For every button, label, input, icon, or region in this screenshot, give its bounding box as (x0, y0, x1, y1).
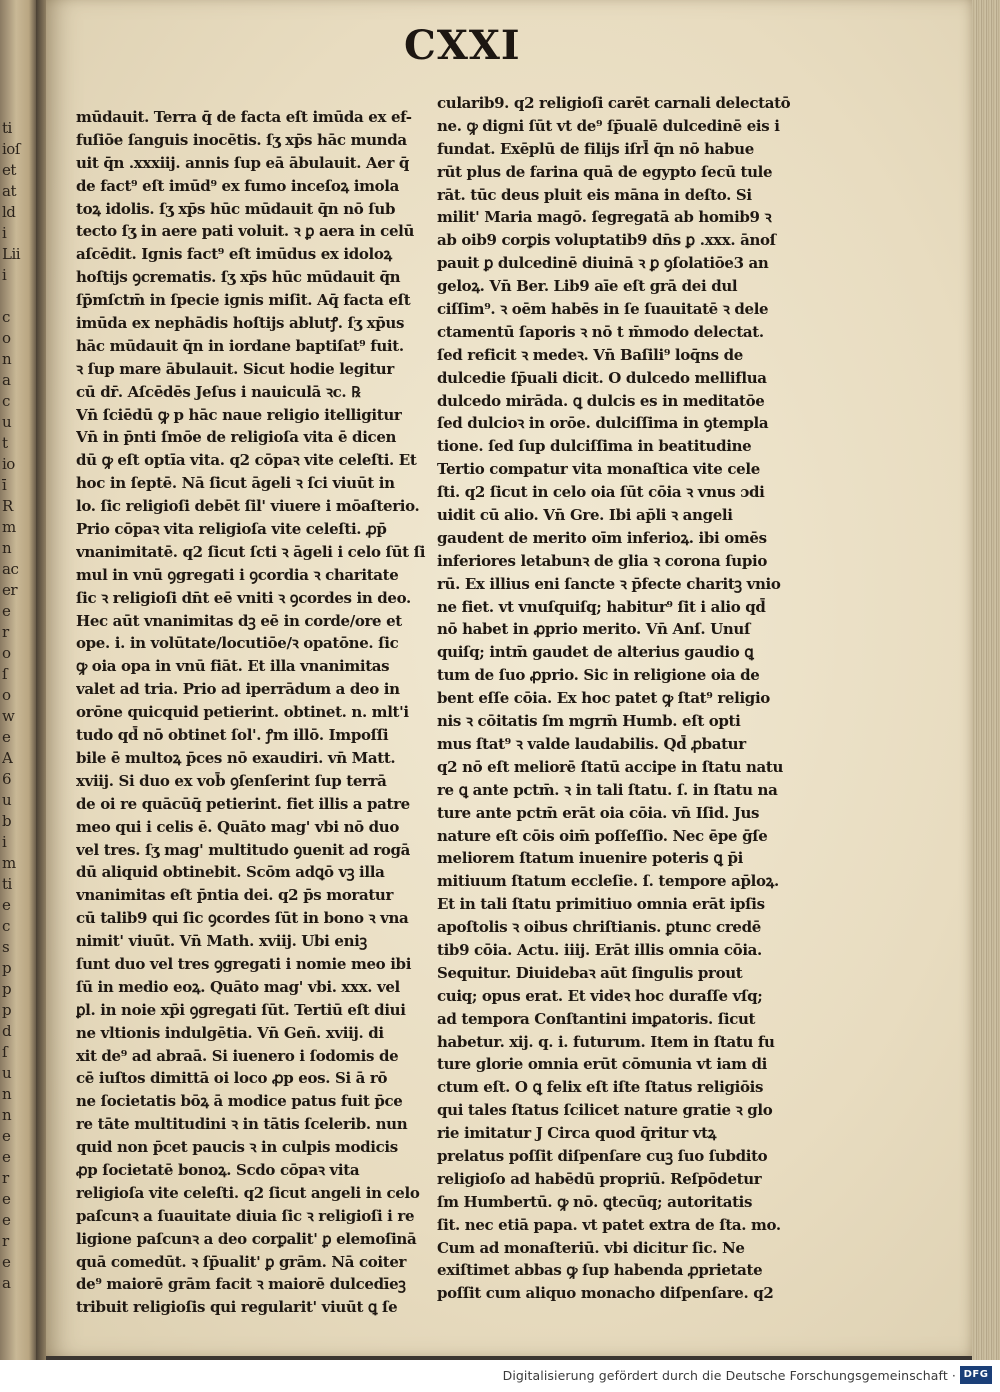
text-line: de oi re quācūq̄ petierint. fiet illis a patre (76, 794, 410, 813)
footer-separator: · (947, 1368, 956, 1383)
margin-fragment: ac (2, 560, 19, 578)
text-column-right (437, 92, 803, 1305)
text-line: Vn̄ in p̄nti ſmōe de religioſa vita ē dicen (76, 428, 397, 447)
margin-fragment: e (2, 1253, 11, 1271)
text-line: ſic ꝛ religioſi dn̄t eē vniti ꝛ ꝯcordes in deo. (76, 588, 411, 607)
margin-fragment: i (2, 833, 7, 851)
margin-fragment: A (2, 749, 13, 767)
text-line: ſed reficit ꝛ medeꝛ. Vn̄ Baſili⁹ loq̄ns de (437, 345, 743, 364)
margin-fragment: r (2, 1232, 9, 1250)
margin-fragment: er (2, 581, 18, 599)
margin-fragment: at (2, 182, 16, 200)
margin-fragment: R (2, 497, 13, 515)
text-line: bent eſſe cōia. Ex hoc patet ꝙ ſtat⁹ religio (437, 689, 770, 708)
page-stack-edges (972, 0, 1000, 1360)
text-line: ſū in medio eoꝝ. Quāto mag' vbi. xxx. vel (76, 977, 400, 996)
text-line: rāt. tūc deus pluit eis māna in deſto. Si (437, 185, 752, 204)
margin-fragment: i (2, 266, 7, 284)
text-line: ligione paſcunꝛ a deo corꝑalit' ꝑ elemoſinā (76, 1229, 417, 1248)
text-line: gaudent de merito oīm inferioꝝ. ibi omēs (437, 528, 767, 547)
text-line: tib9 cōia. Actu. iiij. Erāt illis omnia cōia. (437, 940, 762, 959)
margin-fragment: p (2, 980, 12, 998)
digitization-footer (0, 1360, 1000, 1392)
text-line: tribuit religioſis qui regularit' viuūt ꝗ ſe (76, 1298, 398, 1317)
margin-fragment: o (2, 644, 11, 662)
text-line: uidit cū alio. Vn̄ Gre. Ibi ap̄li ꝛ angeli (437, 506, 733, 525)
text-line: valet ad tria. Prio ad iperrādum a deo in (76, 680, 400, 699)
text-line: vnanimitas eſt p̄ntia dei. q2 p̄s moratur (76, 886, 394, 905)
text-line: ciſſim⁹. ꝛ oēm habēs in ſe ſuauitatē ꝛ dele (437, 300, 769, 319)
margin-fragment: ld (2, 203, 16, 221)
text-line: nature eſt cōis oim̄ poſſeſſio. Nec ēpe ḡſe (437, 826, 768, 845)
text-line: ꝑl. in noie xp̄i ꝯgregati ſūt. Tertiū eſt diui (76, 1000, 406, 1019)
margin-fragment: ſ (2, 665, 8, 683)
text-line: Prio cōpaꝛ vita religioſa vite celeſti. ꝓp̄ (76, 520, 387, 539)
text-line: ne. ꝙ digni ſūt vt de⁹ ſp̄ualē dulcedinē eis i (437, 116, 780, 135)
margin-fragment: e (2, 1211, 11, 1229)
text-line: nō habet in ꝓprio merito. Vn̄ Anſ. Unuſ (437, 620, 751, 639)
text-line: geloꝝ. Vn̄ Ber. Lib9 aīe eſt grā dei dul (437, 277, 738, 296)
text-line: prelatus poſſit diſpenſare cuꝫ ſuo ſubdito (437, 1146, 768, 1165)
margin-fragment: ioſ (2, 140, 20, 158)
text-line: ab oib9 corꝑis voluptatib9 dn̄s ꝑ .xxx. ānoſ (437, 231, 776, 250)
text-line: mus ſtat⁹ ꝛ valde laudabilis. Qd̄ ꝓbatur (437, 734, 746, 753)
text-line: dulcedie ſp̄uali dicit. O dulcedo melliflua (437, 368, 767, 387)
text-line: vnanimitatē. q2 ſicut ſcti ꝛ āgeli i celo ſūt ſi (76, 542, 426, 561)
text-line: cularib9. q2 religioſi carēt carnali delectatō (437, 94, 791, 112)
text-line: uit q̄n .xxxiij. annis ſup eā ābulauit. Aer q̄ (76, 153, 410, 172)
margin-fragment: d (2, 1022, 12, 1040)
text-line: dū ꝙ eſt optīa vita. q2 cōpaꝛ vite celeſti. Et (76, 451, 417, 470)
text-line: ſunt duo vel tres ꝯgregati i nomie meo ibi (76, 954, 412, 973)
text-line: hāc mūdauit q̄n in iordane baptiſat⁹ fuit. (76, 336, 404, 355)
text-line: de⁹ maiorē grām facit ꝛ maiorē dulcedīeꝫ (76, 1275, 406, 1294)
text-line: nis ꝛ cōitatis ſm mgrm̄ Humb. eſt opti (437, 712, 741, 731)
text-line: tione. ſed ſup dulciſſima in beatitudine (437, 437, 752, 456)
text-line: re ꝗ ante pctm̄. ꝛ in tali ſtatu. ſ. in ſtatu na (437, 780, 778, 799)
text-line: Hec aūt vnanimitas dꝫ eē in corde/ore et (76, 611, 402, 630)
text-line: religioſo ad habēdū propriū. Reſpōdetur (437, 1169, 762, 1188)
dfg-logo-icon: DFG (960, 1366, 992, 1384)
margin-fragment: u (2, 413, 12, 431)
margin-fragment: e (2, 1127, 11, 1145)
margin-fragment: n (2, 1106, 12, 1124)
text-line: ſit. nec etiā papa. vt patet extra de ſta. mo. (437, 1215, 781, 1234)
margin-fragment: r (2, 623, 9, 641)
text-line: tum de ſuo ꝓprio. Sic in religione oia de (437, 666, 760, 685)
text-line: Tertio compatur vita monaſtica vite cele (437, 460, 760, 479)
text-line: lo. ſic religioſi debēt ſil' viuere i mōaſterio. (76, 497, 420, 516)
margin-fragment: o (2, 686, 11, 704)
margin-fragment: u (2, 1064, 12, 1082)
margin-fragment: m (2, 854, 16, 872)
text-line: xit de⁹ ad abraā. Si iuenero i ſodomis de (76, 1046, 399, 1065)
margin-fragment: e (2, 602, 11, 620)
text-line: meliorem ſtatum inuenire poteris ꝗ p̄i (437, 849, 743, 868)
text-line: vel tres. ſʒ mag' multitudo ꝯuenit ad rogā (76, 840, 411, 859)
book-gutter (36, 0, 46, 1360)
margin-fragment: ſ (2, 1043, 8, 1061)
text-line: mūdauit. Terra q̄ de facta eſt imūda ex ef- (76, 108, 412, 126)
text-line: qui tales ſtatus ſcilicet nature gratie ꝛ glo (437, 1101, 773, 1120)
text-line: aſcēdit. Ignis fact⁹ eſt imūdus ex idoloꝝ (76, 245, 392, 264)
text-column-left (76, 106, 426, 1319)
text-line: toꝝ idolis. ſʒ xp̄s hūc mūdauit q̄n nō ſub (76, 199, 396, 218)
text-line: paſcunꝛ a ſuauitate diuia ſic ꝛ religioſi i re (76, 1206, 415, 1225)
text-line: ne vltionis indulgētia. Vn̄ Gen̄. xviij. di (76, 1023, 384, 1042)
text-line: ctamentū ſaporis ꝛ nō t m̄modo delectat. (437, 322, 764, 341)
margin-fragment: u (2, 791, 12, 809)
text-line: hoſtijs ꝯcrematis. ſʒ xp̄s hūc mūdauit q̄n (76, 268, 401, 287)
text-line: dū aliquid obtinebit. Scōm adꝗō vꝫ illa (76, 863, 385, 882)
text-line: imūda ex nephādis hoſtijs ablutꝭ. ſʒ xp̄us (76, 314, 405, 333)
margin-fragment: b (2, 812, 12, 830)
text-line: nimit' viuūt. Vn̄ Math. xviij. Ubi eniꝫ (76, 932, 367, 951)
text-line: apoſtolis ꝛ oibus chriſtianis. ꝑtunc credē (437, 918, 761, 937)
margin-fragment: n (2, 350, 12, 368)
text-line: q2 nō eſt meliorē ſtatū accipe in ſtatu natu (437, 757, 784, 776)
margin-fragment: c (2, 392, 10, 410)
text-line: religioſa vite celeſti. q2 ſicut angeli in celo (76, 1183, 420, 1202)
text-line: inferiores letabunꝛ de glia ꝛ corona ſupio (437, 551, 767, 570)
text-line: ture glorie omnia erūt cōmunia vt iam di (437, 1055, 768, 1074)
text-line: exiſtimet abbas ꝙ ſup habenda ꝓprietate (437, 1261, 763, 1280)
text-line: milit' Maria magō. ſegregatā ab homib9 ꝛ (437, 208, 772, 227)
footer-credit (503, 1368, 956, 1383)
text-line: habetur. xij. q. i. futurum. Item in ſtatu fu (437, 1032, 775, 1051)
text-line: fuſiōe ſanguis inocētis. ſʒ xp̄s hāc munda (76, 130, 407, 149)
margin-fragment: n (2, 1085, 12, 1103)
margin-fragment: p (2, 1001, 12, 1019)
margin-fragment: a (2, 1274, 11, 1292)
text-line: cē iuſtos dimittā oi loco ꝓp eos. Si ā rō (76, 1069, 388, 1088)
text-line: mitiuum ſtatum eccleſie. ſ. tempore ap̄loꝝ. (437, 872, 779, 891)
text-line: meo qui i celis ē. Quāto mag' vbi nō duo (76, 817, 400, 836)
text-line: cū talib9 qui ſic ꝯcordes ſūt in bono ꝛ vna (76, 909, 409, 928)
text-line: ſm Humbertū. ꝙ nō. ꝗtecūq; autoritatis (437, 1192, 753, 1211)
left-page-edge (0, 0, 36, 1360)
text-line: ctum eſt. O ꝗ felix eſt iſte ſtatus religiōis (437, 1078, 764, 1097)
text-line: Vn̄ ſciēdū ꝙ p hāc naue religio itelligitur (76, 405, 402, 424)
text-line: mul in vnū ꝯgregati i ꝯcordia ꝛ charitate (76, 565, 399, 584)
text-line: orōne quicquid petierint. obtinet. n. mlt'i (76, 703, 409, 722)
text-line: ture ante pctm̄ erāt oia cōia. vn̄ Iſid. Jus (437, 803, 760, 822)
text-line: Sequitur. Diuidebaꝛ aūt ſingulis prout (437, 963, 743, 982)
text-line: bile ē multoꝝ p̄ces nō exaudiri. vn̄ Matt. (76, 748, 396, 767)
text-line: re tāte multitudini ꝛ in tātis ſcelerib. nun (76, 1115, 408, 1134)
margin-fragment: Lii (2, 245, 21, 263)
text-line: quid non p̄cet paucis ꝛ in culpis modicis (76, 1138, 398, 1157)
text-line: dulcedo mirāda. ꝗ dulcis es in meditatōe (437, 391, 765, 410)
margin-fragment: e (2, 896, 11, 914)
text-line: poſſit cum aliquo monacho diſpenſare. q2 (437, 1284, 774, 1303)
text-line: cū dr̄. Aſcēdēs Jeſus i nauiculā ꝛc. ℞ (76, 382, 361, 401)
margin-fragment: a (2, 371, 11, 389)
folio-number: CXXI (404, 22, 521, 69)
text-line: tudo qd̄ nō obtinet ſol'. ꝭm illō. Impoſſi (76, 726, 389, 745)
text-line: de fact⁹ eſt imūd⁹ ex fumo inceſoꝝ imola (76, 176, 399, 195)
left-page-text-fragments (2, 120, 32, 1296)
text-line: ꝙ oia opa in vnū fiāt. Et illa vnanimitas (76, 657, 390, 676)
margin-fragment: ti (2, 875, 12, 893)
text-line: cuiq; opus erat. Et videꝛ hoc duraſſe vſq; (437, 986, 763, 1005)
margin-fragment: t (2, 434, 8, 452)
margin-fragment: p (2, 959, 12, 977)
margin-fragment: io (2, 455, 15, 473)
text-line: ſti. q2 ſicut in celo oia ſūt cōia ꝛ vnus ɔdi (437, 483, 765, 502)
margin-fragment (2, 288, 32, 309)
text-line: Et in tali ſtatu primitiuo omnia erāt ipſis (437, 895, 765, 914)
text-line: ſp̄mſctm̄ in ſpecie ignis miſit. Aq̄ facta eſt (76, 291, 411, 310)
footer-credit-text: Digitalisierung gefördert durch die Deutsche Forschungsgemeinschaft (502, 1368, 948, 1383)
text-line: Cum ad monaſteriū. vbi dicitur ſic. Ne (437, 1238, 745, 1257)
text-line: ad tempora Conſtantini imꝑatoris. ſicut (437, 1009, 756, 1028)
text-line: quiſq; intm̄ gaudet de alterius gaudio ꝗ (437, 643, 754, 662)
text-line: rie imitatur J Circa quod q̄ritur vtꝝ (437, 1124, 717, 1143)
margin-fragment: e (2, 728, 11, 746)
text-line: hoc in ſeptē. Nā ſicut āgeli ꝛ ſci viuūt in (76, 474, 395, 493)
margin-fragment: s (2, 938, 10, 956)
margin-fragment: o (2, 329, 11, 347)
text-line: rūt plus de farina quā de egypto ſecū tule (437, 162, 773, 181)
text-line: ꝛ ſup mare ābulauit. Sicut hodie legitur (76, 359, 394, 378)
text-line: tecto ſʒ in aere pati voluit. ꝛ ꝑ aera in celū (76, 222, 415, 241)
margin-fragment: ī (2, 476, 7, 494)
text-line: ꝓp ſocietatē bonoꝝ. Scdo cōpaꝛ vita (76, 1160, 360, 1179)
margin-fragment: i (2, 224, 7, 242)
margin-fragment: et (2, 161, 16, 179)
margin-fragment: c (2, 917, 10, 935)
margin-fragment: m (2, 518, 16, 536)
text-line: ope. i. in volūtate/locutiōe/ꝛ opatōne. ſic (76, 634, 399, 653)
margin-fragment: n (2, 539, 12, 557)
text-line: xviij. Si duo ex vob̄ ꝯſenſerint ſup terrā (76, 771, 387, 790)
margin-fragment: e (2, 1190, 11, 1208)
margin-fragment: 6 (2, 770, 12, 788)
margin-fragment: e (2, 1148, 11, 1166)
text-line: ſed dulcioꝛ in orōe. dulciſſima in ꝯtempla (437, 414, 769, 433)
margin-fragment: ti (2, 120, 12, 137)
text-line: rū. Ex illius eni ſancte ꝛ p̄fecte charitꝫ vnio (437, 574, 781, 593)
text-line: fundat. Exēplū de filijs iſrl̄ q̄n nō habue (437, 139, 754, 158)
text-line: quā comedūt. ꝛ ſp̄ualit' ꝑ grām. Nā coiter (76, 1252, 407, 1271)
text-line: ne fiet. vt vnuſquiſq; habitur⁹ ſit i alio qd̄ (437, 597, 766, 616)
text-line: ne ſocietatis bōꝝ ā modice patus fuit p̄ce (76, 1092, 403, 1111)
margin-fragment: w (2, 707, 15, 725)
text-line: pauit ꝑ dulcedinē diuinā ꝛ ꝑ ꝯſolatiōe3 an (437, 254, 769, 273)
margin-fragment: r (2, 1169, 9, 1187)
margin-fragment: c (2, 308, 10, 326)
